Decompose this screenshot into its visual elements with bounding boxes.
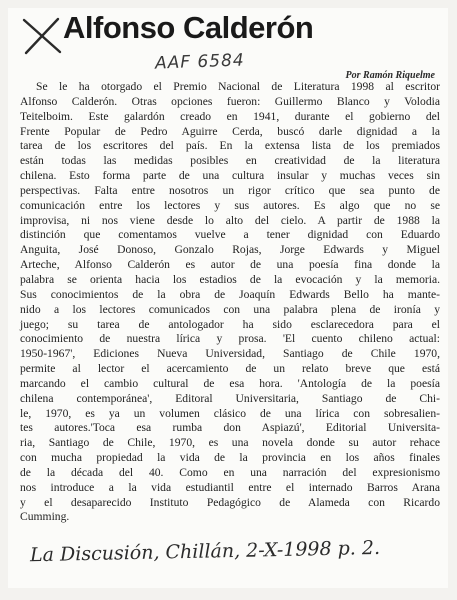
body-line: ria, Santiago de Chile, 1970, es una novela donde su autor rehace	[20, 436, 440, 450]
body-line: conocimiento de nuestra lírica y prosa. 'El cuento chileno actual:	[20, 332, 440, 346]
body-line: Anguita, José Donoso, Gonzalo Rojas, Jorge Edwards y Miguel	[20, 243, 440, 257]
body-line: permite al lector el acercamiento de un relato breve que está	[20, 362, 440, 376]
body-line: tarea de los escritores del país. En la extensa lista de los premiados	[20, 139, 440, 153]
body-line: Frente Popular de Pedro Aguirre Cerda, buscó darle dignidad a la	[20, 124, 440, 138]
body-line: improvisa, ni nos viene desde lo alto del cielo. A partir de 1988 la	[20, 213, 440, 227]
body-line: chilena contemporánea', Editoral Universitaria, Santiago de Chi-	[20, 391, 440, 405]
body-line: con mucha propiedad la vida de la provincia en los años finales	[20, 451, 440, 465]
body-line: nos introduce a la vida estudiantil entre el internado Barros Arana	[20, 480, 440, 494]
body-line: palabra se orienta hacia los estadios de la evocación y la memoria.	[20, 272, 440, 286]
body-line: chilena. Esto forma parte de una cultura insular y muchas veces sin	[20, 169, 440, 183]
body-line: y el desaparecido Instituto Pedagógico de Alameda con Ricardo	[20, 495, 440, 509]
body-line: Alfonso Calderón. Otras opciones fueron: Guillermo Blanco y Volodia	[20, 94, 440, 108]
body-line: Arteche, Alfonso Calderón es autor de una poesía fina donde la	[20, 258, 440, 272]
body-line: 1950-1967', Ediciones Nueva Universidad, Santiago de Chile 1970,	[20, 347, 440, 361]
body-line: Sus conocimientos de la obra de Joaquín Edwards Bello ha mante-	[20, 287, 440, 301]
body-line: Teitelboim. Este galardón creado en 1941, durante el gobierno del	[20, 109, 440, 123]
handwritten-source-note: La Discusión, Chillán, 2-X-1998 p. 2.	[29, 536, 381, 567]
body-line: nido a los lectores comunicados con una palabra plena de ironía y	[20, 302, 440, 316]
body-line: le, 1970, es ya un volumen clásico de una lírica con sobresalien-	[20, 406, 440, 420]
article-body	[20, 80, 440, 525]
body-line: marcando el cambio cultural de esa hora. 'Antología de la poesía	[20, 376, 440, 390]
article-title: Alfonso Calderón	[63, 10, 314, 45]
article-byline: Por Ramón Riquelme	[345, 70, 435, 81]
body-line: distinción que comentamos vuelve a tener dignidad con Eduardo	[20, 228, 440, 242]
body-line: de la década del 40. Como en una narración del expresionismo	[20, 465, 440, 479]
body-line: Se le ha otorgado el Premio Nacional de Literatura 1998 al escritor	[36, 80, 440, 93]
body-line: Cumming.	[20, 510, 70, 524]
body-line: perspectivas. Falta entre nosotros un rigor crítico que sea punto de	[20, 183, 440, 197]
body-line: comunicación entre los lectores y sus autores. Es algo que no se	[20, 198, 440, 212]
body-line: están todas las medidas posibles en creatividad de la literatura	[20, 154, 440, 168]
body-line: tes autores.'Toca esa rumba don Aspiazú', Editorial Universita-	[20, 421, 440, 435]
catalog-code: AAF 6584	[154, 50, 246, 74]
handwritten-x-mark	[20, 16, 68, 56]
body-line: juego; su tarea de antologador ha sido esclarecedora para el	[20, 317, 440, 331]
